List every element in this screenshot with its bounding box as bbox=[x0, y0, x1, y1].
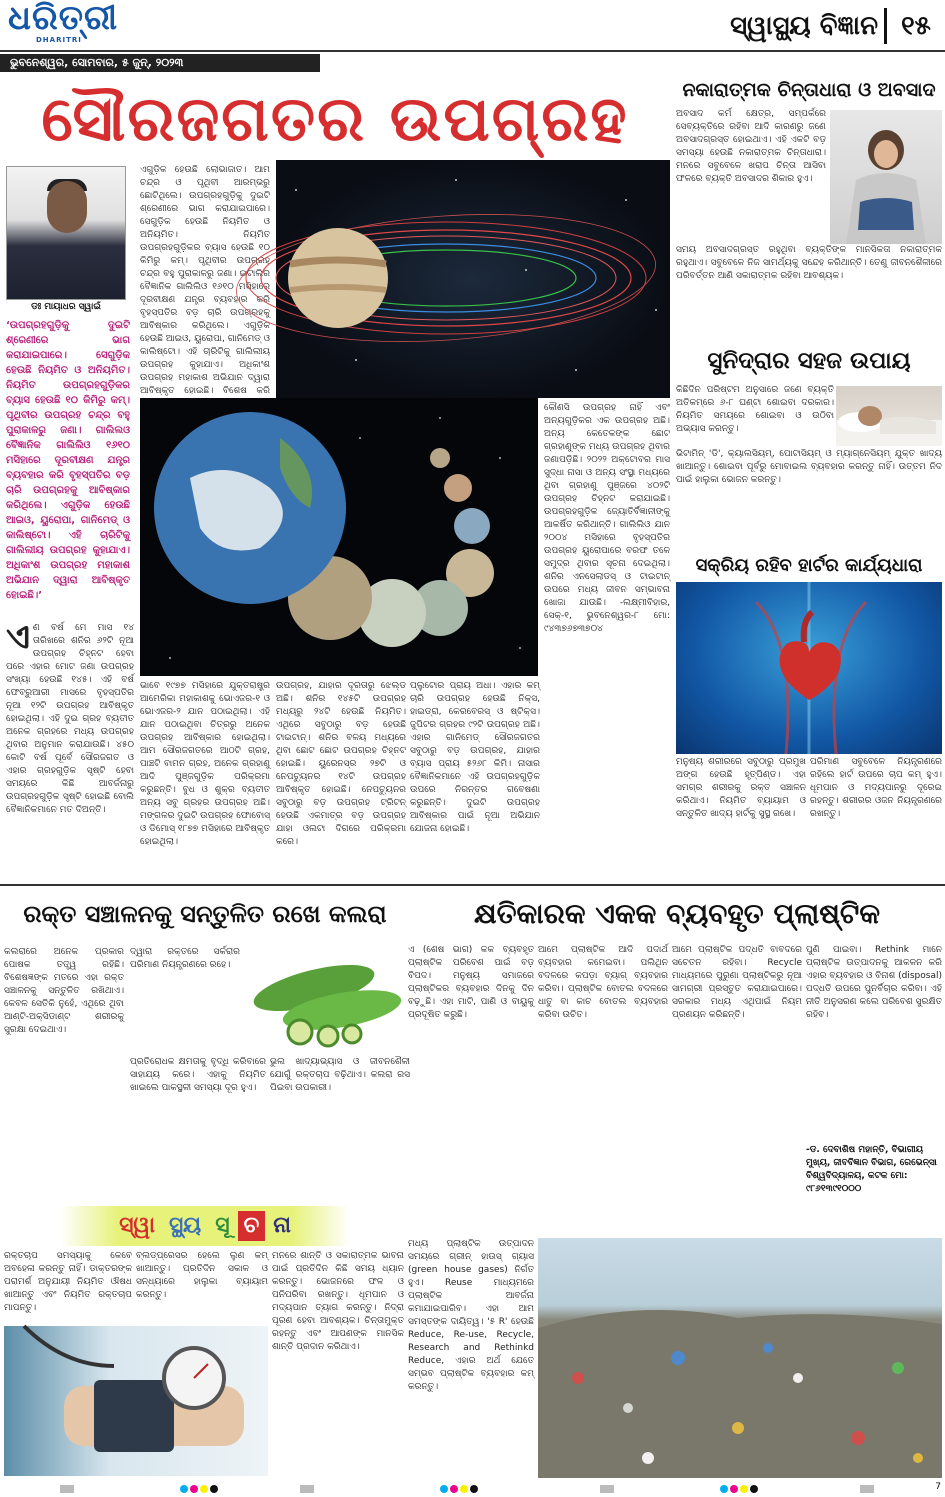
exoplanets-image bbox=[140, 398, 538, 676]
bittergourd-text-3: ପ୍ରତିରୋଧକ କ୍ଷମତାକୁ ବୃଦ୍ଧି କରିବାରେ ସାହାଯ୍ୟ କରେ। ଏହାକୁ ନିୟମିତ ଖାଇଲେ ପାକସ୍ଥଳୀ ସମସ୍ୟା ଦୂର ହୁଏ। bbox=[130, 1057, 266, 1093]
bittergourd-text-4: ଭୁଲ ଖାଦ୍ୟାଭ୍ୟାସ ଓ ଜୀବନଶୈଳୀ ଯୋଗୁଁ ରକ୍ତଚାପ ବଢ଼ିଥାଏ। କଲରା ରସ ପିଇବା ଉପକାରୀ। bbox=[270, 1057, 410, 1093]
registration-dot bbox=[460, 1485, 468, 1493]
bittergourd-text: କଲରାରେ ଅନେକ ପ୍ରକାର ପୋଷକ ତତ୍ତ୍ୱ ରହିଛି। ବିଶେଷଜ୍ଞଙ୍କ ମତରେ ଏହା ରକ୍ତ ସଞ୍ଚାଳନକୁ ସନ୍ତୁଳିତ ରଖିଥାଏ। କେବଳ ସେତିକି ନୁହେଁ, ଏଥିରେ ଥିବା ଆଣ୍ଟି-ଅକ୍ସିଡାଣ୍ଟ ଶରୀରକୁ ସୁରକ୍ଷା ଦେଇଥାଏ। bbox=[4, 947, 124, 1035]
health-tips-banner bbox=[60, 1206, 350, 1246]
bittergourd-image bbox=[244, 944, 410, 1048]
lead-text: ଣ ବର୍ଷ ମେ ମାସ ୧୪ ତାରିଖରେ ଶନିର ୬୨ଟି ନୂଆ ଉପଗ୍ରହ ଚିହ୍ନଟ ହେବା ପରେ ଏହାର ମୋଟ ଜଣା ଉପଗ୍ରହ ସଂଖ୍ୟା ହେଉଛି ୧୪୫। ଏହି ବର୍ଷ ଫେବ୍ରୁଆରୀ ମାସରେ ବୃହସ୍ପତିର ନୂଆ ୧୨ଟି ଉପଗ୍ରହ ଆବିଷ୍କୃତ ହୋଇଥିଲା। ଏହି ଦୁଇ ଗ୍ରହ ବ୍ୟତୀତ ଅନେକ ଗ୍ରହରେ ମଧ୍ୟ ଉପଗ୍ରହ ଥିବାର ଅନୁମାନ କରାଯାଉଛି। ୪୫୦ କୋଟି ବର୍ଷ ପୂର୍ବେ ସୌରଜଗତ ଓ ଏହାର ଗ୍ରହଗୁଡ଼ିକ ସୃଷ୍ଟି ହେବା ସମୟରେ କିଛି ଆବର୍ଜନାରୁ ଉପଗ୍ରହଗୁଡ଼ିକ ସୃଷ୍ଟି ହୋଇଛି ବୋଲି ବୈଜ୍ଞାନିକମାନେ ମତ ଦିଅନ୍ତି। bbox=[6, 623, 134, 815]
depressed-woman-image bbox=[830, 110, 942, 244]
section-title: ସ୍ୱାସ୍ଥ୍ୟ ବିଜ୍ଞାନ bbox=[730, 11, 878, 41]
registration-bar bbox=[600, 1485, 614, 1493]
depression-text-continued: ସମୟ ଅବସାଦଗ୍ରସ୍ତ ରହୁଥିବା ବ୍ୟକ୍ତିଙ୍କ ମାନସିକତା ନକାରାତ୍ମକ ରହୁଥାଏ। ସବୁବେଳେ ନିଜ ସାମର୍ଥ୍ୟକୁ ସନ୍ଦେହ କରିଥାନ୍ତି। ତେଣୁ ଜୀବନଶୈଳୀରେ ପରିବର୍ତ୍ତନ ଆଣି ସକାରାତ୍ମକ ରହିବା ଆବଶ୍ୟକ। bbox=[676, 245, 942, 281]
plastic-column-3: ଆମେ ପ୍ଲାଷ୍ଟିକ ପଦ୍ଧତି ବାବଦରେ ସଚେତନ ରହିବା। Recycle ମାଧ୍ୟମରେ ପୁରୁଣା ପ୍ଲାଷ୍ଟିକରୁ ନୂଆ ସାମଗ୍ରୀ ପ୍ରସ୍ତୁତ କରାଯାଇପାରେ। ସରକାର ମଧ୍ୟ ଏଥିପାଇଁ ନିୟମ ପ୍ରଣୟନ କରିଛନ୍ତି। bbox=[672, 945, 802, 1020]
logo-subtitle: DHARITRI bbox=[36, 36, 82, 44]
registration-dot bbox=[750, 1485, 758, 1493]
sleep-headline: ସୁନିଦ୍ରାର ସହଜ ଉପାୟ bbox=[707, 348, 911, 374]
drop-cap: ଏ bbox=[6, 617, 30, 657]
article-lead-paragraph bbox=[6, 617, 134, 880]
footer-page-number: 7 bbox=[935, 1482, 941, 1492]
banner-letter: ନା bbox=[273, 1213, 291, 1238]
registration-dot bbox=[450, 1485, 458, 1493]
article-column-3: ଉପଗ୍ରହ, ଯାହାର ଦୂରତାରୁ ଝେଲ୍ଡ ଅଛି। ଶନିର ୧୪୫ଟି ଉପଗ୍ରହ ମଧ୍ୟରୁ ୨୪ଟି ହେଉଛି ନିୟମିତ। ଏଥିରେ ସବୁଠାରୁ ବଡ଼ ହେଉଛି ଟାଇଟାନ୍। ଶନିର ବଳୟ ମଧ୍ୟରେ ଥିବା ଛୋଟ ଛୋଟ ଉପଗ୍ରହ ଚିହ୍ନଟ ହୋଇଛି। ୟୁରେନସ୍‌ର ୨୭ଟି ଓ ନେପଚ୍ୟୁନର ୧୪ଟି ଉପଗ୍ରହ ଆବିଷ୍କୃତ ହୋଇଛି। ନେପଚ୍ୟୁନର ସବୁଠାରୁ ବଡ଼ ଉପଗ୍ରହ ଟ୍ରିଟନ୍ ହେଉଛି ଏକମାତ୍ର ବଡ଼ ଉପଗ୍ରହ ଯାହା ଓଲଟା ଦିଗରେ ପରିକ୍ରମା କରେ। bbox=[276, 681, 406, 847]
author-photo bbox=[6, 166, 126, 300]
page-number: ୧୫ bbox=[901, 11, 931, 41]
bittergourd-text-2: ଦ୍ୱାରା ରକ୍ତରେ ସର୍କରାର ପରିମାଣ ନିୟନ୍ତ୍ରଣରେ ରହେ। bbox=[130, 947, 240, 970]
banner-letter: ଚ bbox=[238, 1211, 266, 1241]
depression-text: ଅବସାଦ କର୍ମ କ୍ଷେତ୍ର, ସମ୍ପର୍କରେ ସେବ୍ୟକ୍ତିରେ ରହିବା ଆଦି କାରଣରୁ ଜଣେ ଅବସାଦଗ୍ରସ୍ତ ହୋଇଥାଏ। ଏହି ଏକଟି ବଡ଼ ସମସ୍ୟା ହେଉଛି ନକାରାତ୍ମକ ଚିନ୍ତାଧାରା। ମନରେ ସବୁବେଳେ ଖରାପ ଚିନ୍ତା ଆସିବା ଫଳରେ ବ୍ୟକ୍ତି ଅବସାଦର ଶିକାର ହୁଏ। bbox=[676, 109, 826, 184]
sleep-text-continued: ଭିଟାମିନ୍ 'ଡି', କ୍ୟାଲସିୟମ୍, ପୋଟାସିୟମ୍ ଓ ମ୍ୟାଗ୍ନେସିୟମ୍ ଯୁକ୍ତ ଖାଦ୍ୟ ଖାଆନ୍ତୁ। ଶୋଇବା ପୂର୍ବରୁ ମୋବାଇଲ ବ୍ୟବହାର କରନ୍ତୁ ନାହିଁ। ଉତ୍ତମ ନିଦ ପାଇଁ ହାଲୁକା ଭୋଜନ କରନ୍ତୁ। bbox=[676, 449, 942, 485]
logo-text: ଧରିତ୍ରୀ bbox=[8, 0, 119, 38]
registration-dot bbox=[190, 1485, 198, 1493]
planet-orbits-image bbox=[276, 160, 670, 398]
registration-dot bbox=[200, 1485, 208, 1493]
banner-letter: ସ୍ୱା bbox=[119, 1213, 156, 1238]
main-headline: ସୌରଜଗତର ଉପଗ୍ରହ bbox=[41, 82, 629, 155]
plastic-column-5: ମଧ୍ୟ ପ୍ଲାଷ୍ଟିକ ଉତ୍ପାଦନ ସମୟରେ ଗ୍ରୀନ୍ ହାଉସ୍ ଗ୍ୟାସ (green house gases) ନିର୍ଗତ ହୁଏ। Reuse ମାଧ୍ୟମରେ ପ୍ଲାଷ୍ଟିକ ଆବର୍ଜନା କମାଯାଇପାରିବ। ଏହା ଆମ ସମସ୍ତଙ୍କ ଦାୟିତ୍ୱ। '୫ R' ହେଉଛି Reduce, Re-use, Recycle, Research and Rethinkd Reduce, ଏହାର ଅର୍ଥ ଯେତେ ସମ୍ଭବ ପ୍ଲାଷ୍ଟିକ ବ୍ୟବହାର କମ୍ କରନ୍ତୁ। bbox=[408, 1239, 534, 1392]
page-footer bbox=[0, 1482, 945, 1497]
tips-text: ରକ୍ତଚାପ ସମସ୍ୟାକୁ କେବେ ଅବହେଳା କରନ୍ତୁ ନାହିଁ। ଡାକ୍ତରଙ୍କ ପରାମର୍ଶ ଅନୁଯାୟୀ ନିୟମିତ ଔଷଧ ଖାଆନ୍ତୁ ଏବଂ ନିୟମିତ ରକ୍ତଚାପ ମାପନ୍ତୁ। bbox=[4, 1251, 132, 1313]
heart-text: ମନୁଷ୍ୟ ଶରୀରରେ ସବୁଠାରୁ ପ୍ରମୁଖ ଅଙ୍ଗ ହେଉଛି ହୃତ୍‌ପିଣ୍ଡ। ଏହା ସମଗ୍ର ଶରୀରକୁ ରକ୍ତ ସଞ୍ଚାଳନ କରିଥାଏ। ନିୟମିତ ବ୍ୟାୟାମ ଓ ସନ୍ତୁଳିତ ଖାଦ୍ୟ ହାର୍ଟକୁ ସୁସ୍ଥ ରଖେ। bbox=[676, 757, 806, 819]
bittergourd-headline: ରକ୍ତ ସଞ୍ଚାଳନକୁ ସନ୍ତୁଳିତ ରଖେ କଲରା bbox=[23, 900, 387, 928]
author-name: ଡଃ ମାୟାଧର ସ୍ୱାଇଁ bbox=[31, 302, 101, 312]
article-column-1: ଏଗୁଡ଼ିକ ହେଉଛି ଲୋଭାଜାତ। ଆମ ଚନ୍ଦ୍ର ଓ ପୃଥିବୀ ଆରମ୍ଭରୁ ଛୋଟିଥିଲେ। ଉପଗ୍ରହଗୁଡ଼ିକୁ ଦୁଇଟି ଶ୍ରେଣୀରେ ଭାଗ କରାଯାଇପାରେ। ସେଗୁଡ଼ିକ ହେଉଛି ନିୟମିତ ଓ ଅନିୟମିତ। ନିୟମିତ ଉପଗ୍ରହଗୁଡ଼ିକର ବ୍ୟାସ ହେଉଛି ୧୦ କିମିରୁ କମ୍। ପୃଥିବୀର ଉପଗ୍ରହ ଚନ୍ଦ୍ର ବହୁ ପୁରାକାଳରୁ ଜଣା। ଇଟାଲିର ବୈଜ୍ଞାନିକ ଗାଲିଲିଓ ୧୬୧୦ ମସିହାରେ ଦୂରବୀକ୍ଷଣ ଯନ୍ତ୍ର ବ୍ୟବହାର କରି ବୃହସ୍ପତିର ବଡ଼ ଚାରି ଉପଗ୍ରହକୁ ଆବିଷ୍କାର କରିଥିଲେ। ଏଗୁଡ଼ିକ ହେଉଛି ଆଇଓ, ୟୁରୋପା, ଗାନିମେଡ୍ ଓ କାଲିଷ୍ଟୋ। ଏହି ଚାରିଟିକୁ ଗାଲିଲୀୟ ଉପଗ୍ରହ କୁହାଯାଏ। ଅଧିକାଂଶ ଉପଗ୍ରହ ମହାକାଶ ଅଭିଯାନ ଦ୍ୱାରା ଆବିଷ୍କୃତ ହୋଇଛି। ବିଶେଷ କରି bbox=[140, 165, 270, 396]
registration-dot bbox=[210, 1485, 218, 1493]
page-divider bbox=[0, 884, 945, 886]
registration-dot bbox=[180, 1485, 188, 1493]
heart-text-continued: ପରିମାଣ ସବୁବେଳେ ନିୟନ୍ତ୍ରଣରେ ରହିଲେ ହାର୍ଟ ଉପରେ ଚାପ କମ୍ ହୁଏ। ଧୂମପାନ ଓ ମଦ୍ୟପାନରୁ ଦୂରେଇ ରହନ୍ତୁ। ଶରୀରର ଓଜନ ନିୟନ୍ତ୍ରଣରେ ରଖନ୍ତୁ। bbox=[810, 757, 942, 819]
banner-letter: ସୂ bbox=[215, 1213, 230, 1238]
section-divider bbox=[884, 8, 887, 44]
masthead bbox=[0, 0, 945, 52]
registration-dot bbox=[740, 1485, 748, 1493]
plastic-author-byline: -ଡ. ଦେବାଶିଷ ମହାନ୍ତି, ବିଭାଗୀୟ ମୁଖ୍ୟ, ଜୀବବିଜ୍ଞାନ ବିଭାଗ, ରେଭେନ୍ସା ବିଶ୍ୱବିଦ୍ୟାଳୟ, କଟକ ମୋ: ୯୮୬୧୩୯୧୦୦୦ bbox=[806, 1145, 937, 1194]
tips-text-2: ବ୍ଲଡ୍‌ପ୍ରେସର ହେଲେ ଲୁଣ କମ୍ ଖାଆନ୍ତୁ। ପ୍ରତିଦିନ ସକାଳ ଓ ସନ୍ଧ୍ୟାରେ ହାଲୁକା ବ୍ୟାୟାମ କରନ୍ତୁ। bbox=[136, 1251, 268, 1300]
article-column-2: ଭାବେ ୧୯୭୭ ମସିହାରେ ଯୁକ୍ତରାଷ୍ଟ୍ର ଆମେରିକା ମହାକାଶକୁ ଭୋଏଜର-୧ ଓ ଭୋଏଜର-୨ ଯାନ ପଠାଇଥିଲା। ଏହି ଯାନ ପଠାଇଥିବା ଚିତ୍ରରୁ ଅନେକ ଉପଗ୍ରହ ଆବିଷ୍କାର ହୋଇଥିଲା। ଆମ ସୌରଜଗତରେ ଆଠଟି ଗ୍ରହ, ପାଞ୍ଚଟି ବାମନ ଗ୍ରହ, ଅନେକ ଗ୍ରହାଣୁ ଆଦି ପୁଞ୍ଜଗୁଡ଼ିକ ପରିକ୍ରମା କରୁଛନ୍ତି। ବୁଧ ଓ ଶୁକ୍ର ବ୍ୟତୀତ ଅନ୍ୟ ସବୁ ଗ୍ରହର ଉପଗ୍ରହ ଅଛି। ମଙ୍ଗଳର ଦୁଇଟି ଉପଗ୍ରହ ଫୋବୋସ୍ ଓ ଡିମୋସ୍ ୧୮୭୭ ମସିହାରେ ଆବିଷ୍କୃତ ହୋଇଥିଲା। bbox=[140, 681, 270, 847]
plastic-column-4: ପୁଣି ପାଇବା। Rethink ମାନେ ପ୍ଲାଷ୍ଟିକ ଉତ୍ପାଦନକୁ ଆକଳନ କରି ଏହାର ବ୍ୟବହାର ଓ ବିନାଶ (disposal) ପଦ୍ଧତି ଉପରେ ପୁନର୍ବିଚାର କରିବା। ଏହି ନୀତି ଅନୁସରଣ କଲେ ପରିବେଶ ସୁରକ୍ଷିତ ରହିବ। bbox=[806, 945, 942, 1020]
dateline: ଭୁବନେଶ୍ୱର, ସୋମବାର, ୫ ଜୁନ୍, ୨୦୨୩ bbox=[0, 54, 320, 72]
blood-pressure-image bbox=[4, 1326, 268, 1476]
registration-bar bbox=[60, 1485, 74, 1493]
plastic-headline: କ୍ଷତିକାରକ ଏକକ ବ୍ୟବହୃତ ପ୍ଲାଷ୍ଟିକ bbox=[473, 897, 881, 930]
plastic-waste-image bbox=[538, 1238, 942, 1478]
registration-dot bbox=[470, 1485, 478, 1493]
registration-dot bbox=[720, 1485, 728, 1493]
sleep-text: କିଛିଦିନ ପରିଷ୍ଟମ ଅନୁସାରେ ଜଣେ ବ୍ୟକ୍ତି ଅତିକମ୍‌ରେ ୬-୮ ଘଣ୍ଟା ଶୋଇବା ଦରକାର। ନିୟମିତ ସମୟରେ ଶୋଇବା ଓ ଉଠିବା ଅଭ୍ୟାସ କରନ୍ତୁ। bbox=[676, 385, 834, 434]
depression-headline: ନକାରାତ୍ମକ ଚିନ୍ତାଧାରା ଓ ଅବସାଦ bbox=[682, 79, 936, 101]
registration-bar bbox=[300, 1485, 314, 1493]
newspaper-logo[interactable] bbox=[8, 0, 148, 44]
banner-letter: ସ୍ଥ୍ୟ bbox=[169, 1213, 202, 1238]
tips-text-3: ମନରେ ଶାନ୍ତି ଓ ସକାରାତ୍ମକ ଭାବନା ପାଇଁ ପ୍ରତିଦିନ କିଛି ସମୟ ଧ୍ୟାନ କରନ୍ତୁ। ଭୋଜନରେ ଫଳ ଓ ପନିପରିବା ରଖନ୍ତୁ। ଧୂମପାନ ଓ ମଦ୍ୟପାନ ତ୍ୟାଗ କରନ୍ତୁ। ନିଦ୍ରା ପୂରଣ ହେବା ଆବଶ୍ୟକ। ଚିନ୍ତାମୁକ୍ତ ରହନ୍ତୁ ଏବଂ ଆପଣଙ୍କ ମାନସିକ ଶାନ୍ତି ପ୍ରଦାନ କରିଥାଏ। bbox=[272, 1251, 404, 1352]
plastic-column-2: ଆମେ ପ୍ଲାଷ୍ଟିକ ଆଦି ପଦାର୍ଥ ବ୍ୟବହାର କମେଇବା। ପଲିଥିନ ବଦଳରେ କପଡ଼ା ବ୍ୟାଗ୍ ବ୍ୟବହାର କରିବା। ପ୍ଲାଷ୍ଟିକ ବୋତଲ ବଦଳରେ ଧାତୁ ବା କାଚ ବୋତଲ ବ୍ୟବହାର କରିବା ଉଚିତ। bbox=[538, 945, 668, 1020]
sleeping-man-image bbox=[836, 386, 942, 446]
plastic-column-1: ଏ (ଶେଷ ଭାଗ) କକ ବ୍ୟବହୃତ ପ୍ଲାଷ୍ଟିକ ପରିବେଶ ପାଇଁ ବଡ଼ ବିପଦ। ମନୁଷ୍ୟ ସମାଜରେ ପ୍ଲାଷ୍ଟିକର ବ୍ୟବହାର ଦିନକୁ ଦିନ ବଢ଼ୁଛି। ଏହା ମାଟି, ପାଣି ଓ ବାୟୁକୁ ପ୍ରଦୂଷିତ କରୁଛି। bbox=[408, 945, 534, 1020]
registration-dot bbox=[440, 1485, 448, 1493]
pull-quote: ‘ଉପଗ୍ରହଗୁଡ଼ିକୁ ଦୁଇଟି ଶ୍ରେଣୀରେ ଭାଗ କରାଯାଇପାରେ। ସେଗୁଡ଼ିକ ହେଉଛି ନିୟମିତ ଓ ଅନିୟମିତ। ନିୟମିତ ଉପଗ୍ରହଗୁଡ଼ିକର ବ୍ୟାସ ହେଉଛି ୧୦ କିମିରୁ କମ୍। ପୃଥିବୀର ଉପଗ୍ରହ ଚନ୍ଦ୍ର ବହୁ ପୁରାକାଳରୁ ଜଣା। ଗାଲିଲଓ ବୈଜ୍ଞାନିକ ଗାଲିଲିଓ ୧୬୧୦ ମସିହାରେ ଦୂରବୀକ୍ଷଣ ଯନ୍ତ୍ର ବ୍ୟବହାର କରି ବୃହସ୍ପତିର ବଡ଼ ଚାରି ଉପଗ୍ରହକୁ ଆବିଷ୍କାର କରିଥିଲେ। ଏଗୁଡ଼ିକ ହେଉଛି ଆଇଓ, ୟୁରୋପା, ଗାନିମେଡ୍ ଓ କାଲିଷ୍ଟୋ। ଏହି ଚାରିଟିକୁ ଗାଲିଲୀୟ ଉପଗ୍ରହ କୁହାଯାଏ। ଅଧିକାଂଶ ଉପଗ୍ରହ ମହାକାଶ ଅଭିଯାନ ଦ୍ୱାରା ଆବିଷ୍କୃତ ହୋଇଛି।’ bbox=[6, 320, 130, 601]
registration-dot bbox=[730, 1485, 738, 1493]
registration-bar bbox=[860, 1485, 874, 1493]
article-column-4: ପ୍ଲୁଟୋର ପ୍ରାୟ ଅଧା। ଏହାର କମ୍ ଚାରି ଉପଗ୍ରହ ହେଉଛି ନିକ୍ସ, ହାଇଡ୍ରା, କେରବେରସ୍ ଓ ଷ୍ଟିକ୍ସ। ଜୁପିଟର ଗ୍ରହର ୯୨ଟି ଉପଗ୍ରହ ଅଛି। ଏହାର ଗାନିମେଡ୍ ସୌରଜଗତର ସବୁଠାରୁ ବଡ଼ ଉପଗ୍ରହ, ଯାହାର ବ୍ୟାସ ପ୍ରାୟ ୫୨୬୮ କିମି। ନାସାର ବୈଜ୍ଞାନିକମାନେ ଏହି ଉପଗ୍ରହଗୁଡ଼ିକ ଉପରେ ନିରନ୍ତର ଗବେଷଣା କରୁଛନ୍ତି। ଦୁଇଟି ଉପଗ୍ରହ ଆବିଷ୍କାର ପାଇଁ ନୂଆ ଅଭିଯାନ ଯୋଜନା ହୋଇଛି। bbox=[410, 681, 540, 834]
article-column-5: କୌଣସି ଉପଗ୍ରହ ନାହିଁ ଏବଂ ଅନ୍ୟଗୁଡ଼ିକର ଏକ ଉପଗ୍ରହ ଅଛି। ଅନ୍ୟ କେତେକଙ୍କ ଛୋଟ ଗ୍ରହାଣୁଙ୍କ ମଧ୍ୟ ଉପଗ୍ରହ ଥିବାର ଜଣାପଡ଼ିଛି। ୨୦୨୨ ଅକ୍ଟୋବର ମାସ ସୁଦ୍ଧା ନାସା ଓ ଅନ୍ୟ ସଂସ୍ଥା ମଧ୍ୟରେ ଥିବା ଗ୍ରହାଣୁ ପୁଞ୍ଜରେ ୪୦୨ଟି ଉପଗ୍ରହ ଚିହ୍ନଟ କରାଯାଇଛି। ଉପଗ୍ରହଗୁଡ଼ିକ ଜ୍ୟୋତିର୍ବିଜ୍ଞାନୀଙ୍କୁ ଆକର୍ଷିତ କରିଥାନ୍ତି। ଗାଲିଲିଓ ଯାନ ୨୦୦୪ ମସିହାରେ ବୃହସ୍ପତିର ଉପଗ୍ରହ ୟୁରୋପାରେ ବରଫ ତଳେ ସମୁଦ୍ର ଥିବାର ସୂଚନା ଦେଇଥିଲା। ଶନିର ଏନସେଲାଡସ୍ ଓ ଟାଇଟାନ୍ ଉପରେ ମଧ୍ୟ ଜୀବନ ସମ୍ଭାବନା ଖୋଜା ଯାଉଛି। -ଲକ୍ଷ୍ମୀବିହାର, ସେକ୍-୧, ଭୁବନେଶ୍ୱର-୮ ମୋ: ୯୪୩୭୬୭୩୭୦୪ bbox=[544, 403, 670, 634]
heart-headline: ସକ୍ରିୟ ରହିବ ହାର୍ଟର କାର୍ଯ୍ୟଧାରା bbox=[695, 555, 923, 576]
heart-anatomy-image bbox=[676, 582, 942, 754]
